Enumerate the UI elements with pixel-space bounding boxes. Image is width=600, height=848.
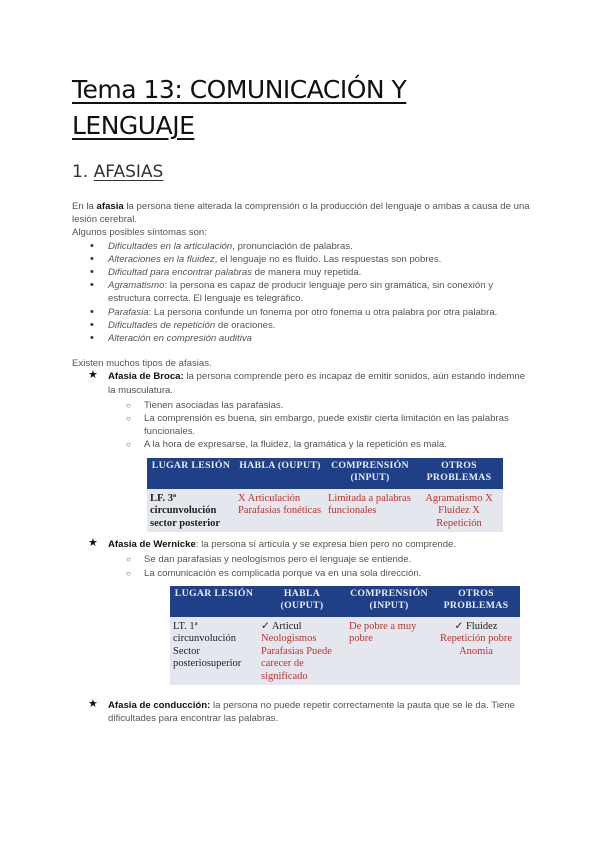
symptom-item	[108, 253, 532, 266]
table-header: LUGAR LESIÓN	[147, 458, 235, 489]
star-bullet-icon: ★	[88, 537, 98, 550]
speech-ok: ✓ Articul	[261, 620, 302, 632]
table-cell: De pobre a muy pobre	[346, 617, 432, 686]
table-row	[147, 489, 503, 533]
table-header-row	[147, 458, 503, 489]
symptom-text: : La persona confunde un fonema por otro fonema u otra palabra por otra palabra.	[148, 306, 498, 318]
conduccion-entry	[72, 699, 532, 725]
symptom-term: Dificultad para encontrar palabras	[108, 267, 252, 279]
conduccion-desc: la persona no puede repetir correctamente la pauta que se le da. Tiene dificultades para encontrar las palabras.	[108, 700, 515, 725]
symptom-term: Dificultades en la articulación	[108, 240, 233, 252]
list-item: ○ Tienen asociadas las parafasias.	[144, 399, 532, 412]
broca-points	[72, 399, 532, 452]
speech-bad: Neologismos Parafasias Puede carecer de significado	[261, 633, 332, 682]
intro-paragraph	[72, 200, 532, 226]
table-cell	[432, 617, 520, 686]
wernicke-points	[72, 553, 532, 579]
intro-term: afasia	[96, 201, 124, 212]
symptom-text: , el lenguaje no es fluido. Las respuestas son pobres.	[214, 253, 442, 265]
symptom-item	[108, 266, 532, 279]
document-body	[72, 200, 532, 726]
symptom-term: Alteración en compresión auditiva	[108, 333, 252, 345]
symptom-text: de manera muy repetida.	[252, 267, 362, 279]
broca-name: Afasia de Broca:	[108, 371, 184, 383]
other-bad: Repetición pobre Anomia	[439, 633, 513, 657]
intro-pre: En la	[72, 201, 97, 212]
wernicke-desc: : la persona sí articula y se expresa bien pero no comprende.	[195, 539, 457, 551]
wernicke-name: Afasia de Wernicke	[108, 539, 196, 551]
table-row	[170, 617, 520, 686]
symptom-text: : la persona es capaz de producir lenguaje pero sin gramática, sin conexión y estructura correcta. El lenguaje es telegráfico.	[108, 280, 494, 305]
table-cell: LF. 3ª circunvolución sector posterior	[147, 489, 235, 533]
table-header-row	[170, 586, 520, 617]
symptom-item	[108, 319, 532, 332]
list-item: ○ La comunicación es complicada porque va en una sola dirección.	[144, 567, 532, 580]
list-item: ○ Se dan parafasias y neologismos pero el lenguaje se entiende.	[144, 553, 532, 566]
table-header: HABLA (OUPUT)	[235, 458, 325, 489]
table-header: LUGAR LESIÓN	[170, 586, 258, 617]
symptom-term: Parafasia	[108, 306, 149, 318]
table-cell: LT. 1ª circunvolución Sector posteriosuperior	[170, 617, 258, 686]
star-bullet-icon: ★	[88, 369, 98, 382]
table-cell: X Articulación Parafasias fonéticas	[235, 489, 325, 533]
symptom-text: , pronunciación de palabras.	[232, 240, 353, 252]
broca-entry	[72, 370, 532, 396]
section-number: 1.	[72, 162, 89, 182]
table-cell: Agramatismo X Fluidez X Repetición	[415, 489, 503, 533]
symptom-item	[108, 306, 532, 319]
wernicke-table	[170, 586, 520, 686]
table-header: HABLA (OUPUT)	[258, 586, 346, 617]
star-bullet-icon: ★	[88, 698, 98, 711]
symptom-item	[108, 332, 532, 345]
other-ok: ✓ Fluidez	[454, 620, 498, 632]
conduccion-name: Afasia de conducción:	[108, 700, 211, 712]
symptom-term: Agramatismo	[108, 280, 165, 292]
wernicke-entry	[72, 538, 532, 551]
symptom-item	[108, 240, 532, 253]
types-lead: Existen muchos tipos de afasias.	[72, 358, 212, 370]
table-header: COMPRENSIÓN (INPUT)	[346, 586, 432, 617]
broca-desc: la persona comprende pero es incapaz de emitir sonidos, aún estando indemne la musculatura.	[108, 371, 526, 396]
section-name: AFASIAS	[93, 162, 164, 182]
page-title: Tema 13: COMUNICACIÓN Y LENGUAJE	[72, 75, 407, 140]
intro-post: la persona tiene alterada la comprensión o la producción del lenguaje o ambas a causa de una lesión cerebral.	[72, 201, 530, 226]
list-item: ○ A la hora de expresarse, la fluidez, la gramática y la repetición es mala.	[144, 438, 532, 451]
symptom-term: Alteraciones en la fluidez	[108, 253, 215, 265]
spacer	[72, 345, 532, 357]
symptom-list	[72, 240, 532, 346]
table-cell: Limitada a palabras funcionales	[325, 489, 415, 533]
symptom-item	[108, 279, 532, 305]
table-header: OTROS PROBLEMAS	[432, 586, 520, 617]
symptoms-lead: Algunos posibles síntomas son:	[72, 227, 207, 239]
symptom-term: Dificultades de repetición	[108, 319, 216, 331]
section-heading	[72, 162, 163, 182]
table-header: OTROS PROBLEMAS	[415, 458, 503, 489]
table-cell	[258, 617, 346, 686]
symptom-text: de oraciones.	[215, 319, 276, 331]
broca-table	[147, 458, 503, 533]
list-item: ○ La comprensión es buena, sin embargo, puede existir cierta limitación en las palabras funcionales.	[144, 412, 532, 438]
table-header: COMPRENSIÓN (INPUT)	[325, 458, 415, 489]
